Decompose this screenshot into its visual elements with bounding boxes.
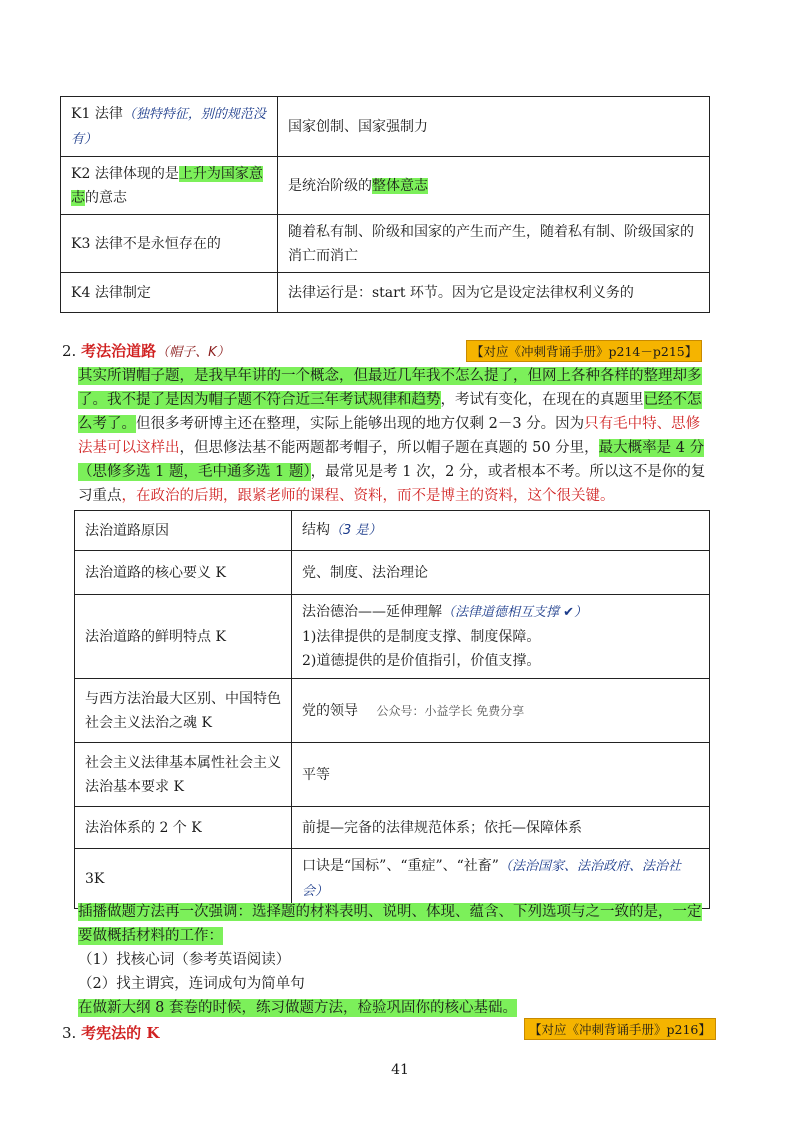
handwritten-note: （独特特征，别的规范没有） bbox=[71, 106, 266, 147]
table-cell: 法治道路的鲜明特点 K bbox=[75, 595, 292, 679]
section-heading: 2. 考法治道路（帽子、K） bbox=[62, 342, 230, 360]
table-cell: 随着私有制、阶级和国家的产生而产生，随着私有制、阶级国家的消亡而消亡 bbox=[278, 215, 710, 273]
table-cell: K1 法律（独特特征，别的规范没有） bbox=[61, 97, 278, 157]
handbook-reference: 【对应《冲刺背诵手册》p214－p215】 bbox=[466, 340, 702, 362]
table-row bbox=[75, 511, 710, 551]
table-cell: K2 法律体现的是上升为国家意志的意志 bbox=[61, 157, 278, 215]
table-cell: 是统治阶级的整体意志 bbox=[278, 157, 710, 215]
law-features-table bbox=[60, 96, 710, 313]
table-cell: 口诀是“国标”、“重症”、“社畜”（法治国家、法治政府、法治社会） bbox=[292, 849, 710, 909]
table-cell: K4 法律制定 bbox=[61, 273, 278, 313]
table-row bbox=[75, 807, 710, 849]
table-row bbox=[61, 97, 710, 157]
page-number: 41 bbox=[391, 1062, 409, 1078]
table-cell: 结构（3 是） bbox=[292, 511, 710, 551]
table-row bbox=[61, 215, 710, 273]
table-cell: 与西方法治最大区别、中国特色社会主义法治之魂 K bbox=[75, 679, 292, 743]
table-cell: 前提—完备的法律规范体系；依托—保障体系 bbox=[292, 807, 710, 849]
table-cell: 党的领导 公众号：小益学长 免费分享 bbox=[292, 679, 710, 743]
method-paragraph: 插播做题方法再一次强调：选择题的材料表明、说明、体现、蕴含、下列选项与之一致的是，一定要做概括材料的工作： （1）找核心词（参考英语阅读） （2）找主谓宾，连词成句为简单句 在做新大纲 8 套卷的时候，练习做题方法，检验巩固你的核心基础。 bbox=[78, 904, 702, 1016]
table-row bbox=[75, 551, 710, 595]
table-cell: 法律运行是：start 环节。因为它是设定法律权利义务的 bbox=[278, 273, 710, 313]
watermark: 公众号：小益学长 免费分享 bbox=[376, 703, 525, 718]
table-cell: 平等 bbox=[292, 743, 710, 807]
table-cell: 法治体系的 2 个 K bbox=[75, 807, 292, 849]
table-cell: 法治德治——延伸理解（法律道德相互支撑 ✔） 1)法律提供的是制度支撑、制度保障。 2)道德提供的是价值指引，价值支撑。 bbox=[292, 595, 710, 679]
table-row bbox=[61, 273, 710, 313]
table-cell: 党、制度、法治理论 bbox=[292, 551, 710, 595]
table-row bbox=[75, 743, 710, 807]
explanation-paragraph: 其实所谓帽子题，是我早年讲的一个概念，但最近几年我不怎么提了，但网上各种各样的整理却多了。我不提了是因为帽子题不符合近三年考试规律和趋势，考试有变化，在现在的真题里已经不怎么考了。但很多考研博主还在整理，实际上能够出现的地方仅剩 2－3 分。因为只有毛中特、思修法基可以这样出，但思修法基不能两题都考帽子，所以帽子题在真题的 50 分里，最大概率是 4 分（思修多选 1 题，毛中通多选 1 题），最常见是考 1 次，2 分，或者根本不考。所以这不是你的复习重点，在政治的后期，跟紧老师的课程、资料，而不是博主的资料，这个很关键。 bbox=[78, 368, 706, 504]
table-cell: 法治道路的核心要义 K bbox=[75, 551, 292, 595]
section-heading: 3. 考宪法的 K bbox=[62, 1024, 160, 1042]
table-cell: 国家创制、国家强制力 bbox=[278, 97, 710, 157]
table-cell: 社会主义法律基本属性社会主义法治基本要求 K bbox=[75, 743, 292, 807]
table-cell: K3 法律不是永恒存在的 bbox=[61, 215, 278, 273]
table-row bbox=[75, 679, 710, 743]
table-row bbox=[61, 157, 710, 215]
table-cell: 3K bbox=[75, 849, 292, 909]
table-row bbox=[75, 595, 710, 679]
handbook-reference: 【对应《冲刺背诵手册》p216】 bbox=[524, 1018, 716, 1040]
rule-of-law-table bbox=[74, 510, 710, 909]
table-cell: 法治道路原因 bbox=[75, 511, 292, 551]
